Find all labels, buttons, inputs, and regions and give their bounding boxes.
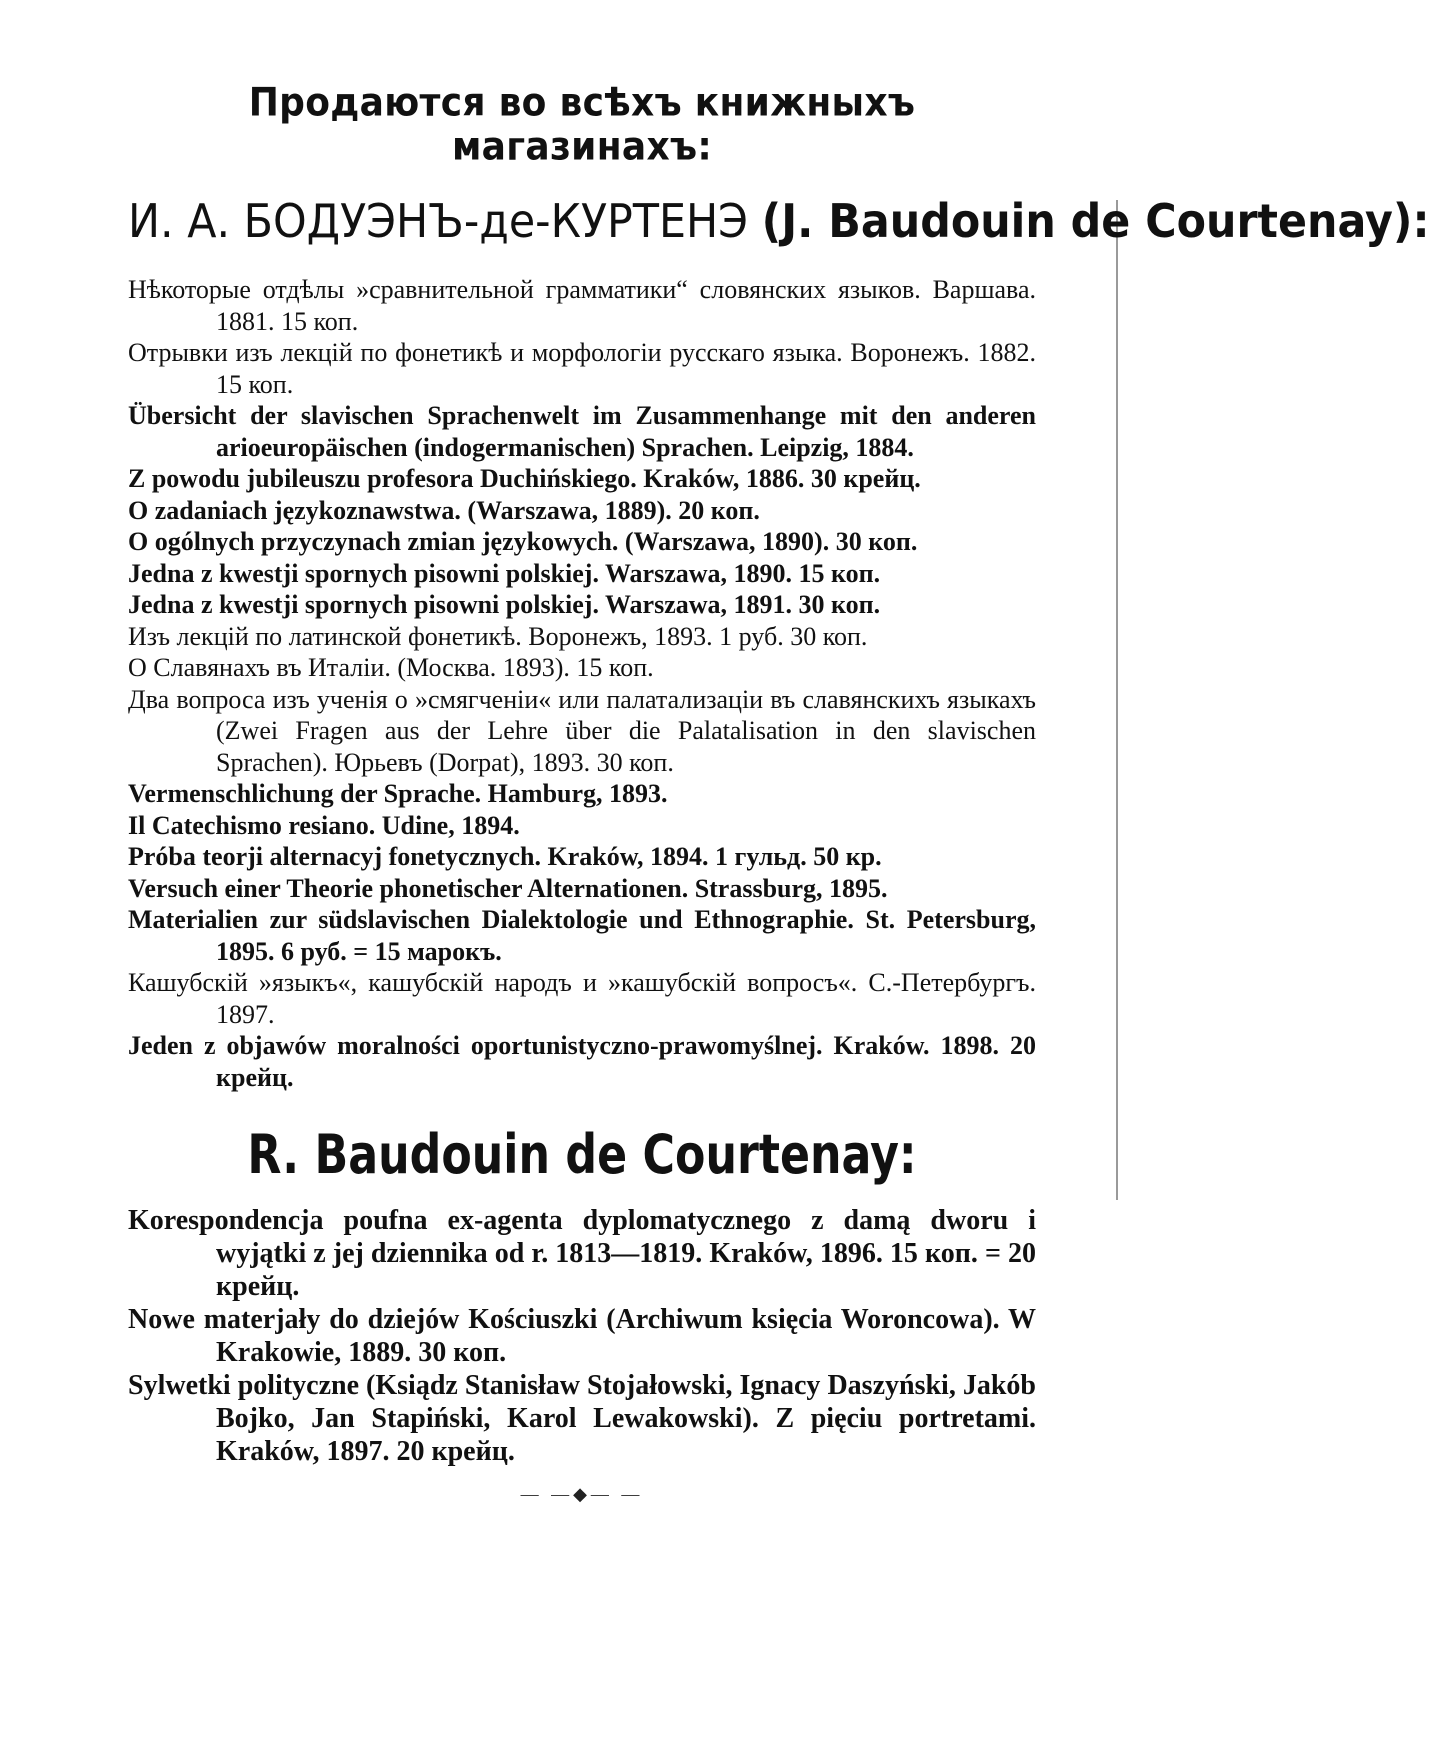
bibliography-entry: Два вопроса изъ ученія о »смягченіи« или палатализаціи въ славянскихъ языкахъ (Zwei Fragen aus der Lehre über die Palatalisation in den slavischen Sprachen). Юрьевъ (Dorpat), 1893. 30 коп. bbox=[128, 684, 1036, 777]
bibliography-entry: Nowe materjały do dziejów Kościuszki (Archiwum księcia Woroncowa). W Krakowie, 1889. 30 коп. bbox=[128, 1304, 1036, 1368]
bibliography-entry: Jedna z kwestji spornych pisowni polskiej. Warszawa, 1891. 30 коп. bbox=[128, 590, 881, 619]
ornament-dash-left: — — bbox=[520, 1484, 574, 1504]
ornament-diamond: ◆ bbox=[573, 1484, 591, 1504]
bibliography-list bbox=[128, 274, 1036, 1093]
bibliography-entry: Übersicht der slavischen Sprachenwelt im Zusammenhange mit den anderen arioeuropäischen (indogermanischen) Sprachen. Leipzig, 1884. bbox=[128, 401, 1036, 462]
author-name-latin: (J. Baudouin de Courtenay): bbox=[761, 194, 1430, 248]
bibliography-entry: Korespondencja poufna ex-agenta dyplomatycznego z damą dworu i wyjątki z jej dziennika od r. 1813—1819. Kraków, 1896. 15 коп. = 20 крейц. bbox=[128, 1205, 1036, 1302]
bibliography-entry: O ogólnych przyczynach zmian językowych. (Warszawa, 1890). 30 коп. bbox=[128, 527, 918, 556]
second-author-heading: R. Baudouin de Courtenay: bbox=[247, 1123, 917, 1186]
end-ornament bbox=[128, 1484, 1036, 1505]
author-name-cyrillic: И. А. БОДУЭНЪ-де-КУРТЕНЭ bbox=[128, 194, 749, 248]
bibliography-entry: Próba teorji alternacyj fonetycznych. Kraków, 1894. 1 гульд. 50 кр. bbox=[128, 842, 882, 871]
bibliography-entry: Sylwetki polityczne (Ksiądz Stanisław Stojałowski, Ignacy Daszyński, Jakób Bojko, Jan Stapiński, Karol Lewakowski). Z pięciu portretami. Kraków, 1897. 20 крейц. bbox=[128, 1370, 1036, 1467]
bibliography-entry: Z powodu jubileuszu profesora Duchińskiego. Kraków, 1886. 30 крейц. bbox=[128, 464, 921, 493]
bibliography-entry: Materialien zur südslavischen Dialektologie und Ethnographie. St. Petersburg, 1895. 6 руб. = 15 марокъ. bbox=[128, 905, 1036, 966]
bibliography-entry: Il Catechismo resiano. Udine, 1894. bbox=[128, 810, 520, 840]
ornament-dash-right: — — bbox=[590, 1484, 644, 1504]
page-header: Продаются во всѣхъ книжныхъ магазинахъ: bbox=[248, 80, 916, 170]
bibliography-entry: Vermenschlichung der Sprache. Hamburg, 1893. bbox=[128, 779, 668, 808]
second-bibliography-list bbox=[128, 1204, 1036, 1468]
bibliography-entry: Jeden z objawów moralności oportunistyczno-prawomyślnej. Kraków. 1898. 20 крейц. bbox=[128, 1031, 1036, 1092]
scan-edge-mark bbox=[1116, 200, 1118, 1200]
bibliography-entry: Кашубскій »языкъ«, кашубскій народъ и »кашубскій вопросъ«. С.-Петербургъ. 1897. bbox=[128, 968, 1036, 1029]
bibliography-entry: Изъ лекцій по латинской фонетикѣ. Воронежъ, 1893. 1 руб. 30 коп. bbox=[128, 621, 868, 651]
bibliography-entry: Versuch einer Theorie phonetischer Alternationen. Strassburg, 1895. bbox=[128, 873, 888, 903]
bibliography-entry: Отрывки изъ лекцій по фонетикѣ и морфологіи русскаго языка. Воронежъ. 1882. 15 коп. bbox=[128, 338, 1036, 399]
bibliography-entry: Нѣкоторые отдѣлы »сравнительной грамматики“ словянских языков. Варшава. 1881. 15 коп. bbox=[128, 275, 1036, 336]
bibliography-entry: О Славянахъ въ Италіи. (Москва. 1893). 15 коп. bbox=[128, 653, 654, 682]
bibliography-entry: Jedna z kwestji spornych pisowni polskiej. Warszawa, 1890. 15 коп. bbox=[128, 558, 881, 588]
bibliography-entry: O zadaniach językoznawstwa. (Warszawa, 1889). 20 коп. bbox=[128, 495, 760, 525]
author-heading bbox=[128, 194, 1430, 248]
document-page bbox=[128, 80, 1430, 1505]
